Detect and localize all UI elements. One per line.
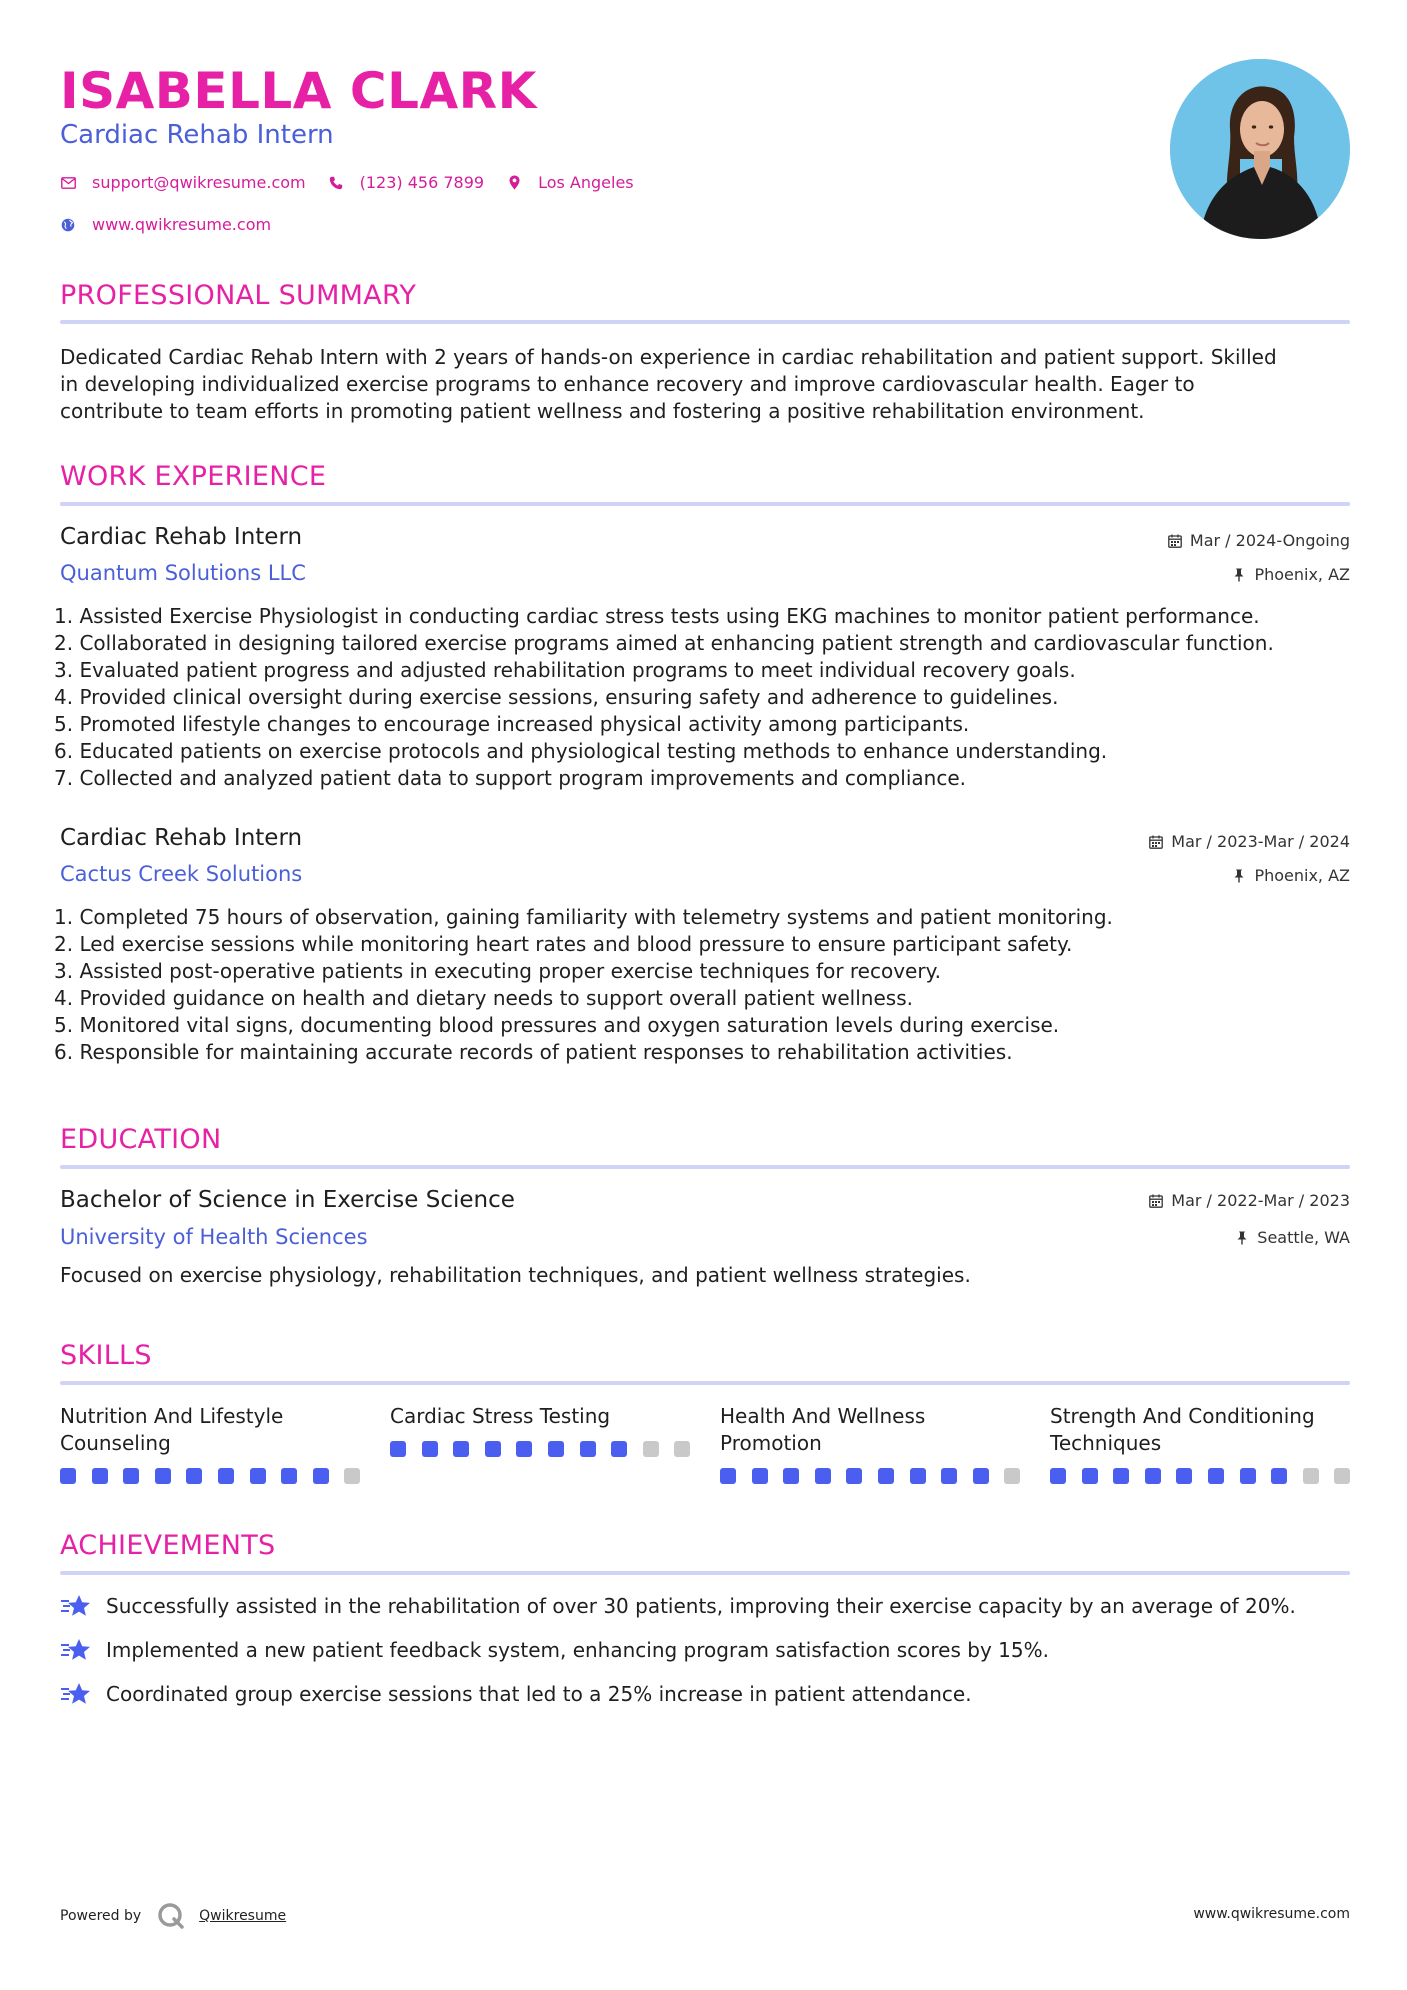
calendar-icon: [1168, 534, 1182, 548]
pushpin-icon: [1232, 869, 1246, 883]
rating-dot-filled: [1208, 1468, 1224, 1484]
calendar-icon: [1149, 1194, 1163, 1208]
achievement-item: [60, 1592, 1296, 1620]
rating-dot-filled: [611, 1441, 627, 1457]
job-responsibilities: [54, 904, 1354, 1066]
rating-dot-empty: [344, 1468, 360, 1484]
achievement-text: Implemented a new patient feedback system, enhancing program satisfaction scores by 15%.: [106, 1638, 1049, 1662]
job-company: Quantum Solutions LLC: [60, 561, 306, 585]
list-item: 4. Provided guidance on health and dietary needs to support overall patient wellness.: [54, 986, 913, 1010]
star-badge-icon: [60, 1592, 92, 1620]
calendar-icon: [1149, 835, 1163, 849]
skill-name: [60, 1403, 360, 1457]
list-item: 6. Educated patients on exercise protocols and physiological testing methods to enhance understanding.: [54, 739, 1108, 763]
star-badge-icon: [60, 1636, 92, 1664]
list-item: 2. Led exercise sessions while monitoring heart rates and blood pressure to ensure participant safety.: [54, 932, 1073, 956]
rating-dot-filled: [123, 1468, 139, 1484]
job-title: Cardiac Rehab Intern: [60, 524, 303, 550]
rating-dot-filled: [155, 1468, 171, 1484]
list-item: 3. Evaluated patient progress and adjusted rehabilitation programs to meet individual recovery goals.: [54, 658, 1076, 682]
contact-phone[interactable]: [328, 173, 484, 192]
rating-dot-filled: [390, 1441, 406, 1457]
rating-dot-filled: [783, 1468, 799, 1484]
rating-dot-filled: [720, 1468, 736, 1484]
skill-name-line: Counseling: [60, 1431, 171, 1455]
email-text: support@qwikresume.com: [92, 173, 306, 192]
rating-dot-filled: [1176, 1468, 1192, 1484]
rating-dot-filled: [878, 1468, 894, 1484]
profile-photo: [1170, 59, 1350, 239]
rating-dot-filled: [815, 1468, 831, 1484]
job-dates-text: Mar / 2024-Ongoing: [1189, 531, 1350, 550]
skill-rating: [60, 1468, 376, 1484]
rating-dot-filled: [1113, 1468, 1129, 1484]
achievements-heading: ACHIEVEMENTS: [60, 1530, 276, 1561]
rating-dot-filled: [1271, 1468, 1287, 1484]
summary-divider: [60, 320, 1350, 324]
rating-dot-filled: [92, 1468, 108, 1484]
footer-website[interactable]: www.qwikresume.com: [1193, 1906, 1350, 1922]
pushpin-icon: [1235, 1231, 1249, 1245]
list-item: 6. Responsible for maintaining accurate records of patient responses to rehabilitation activities.: [54, 1040, 1013, 1064]
job-dates: [1168, 531, 1350, 550]
rating-dot-filled: [453, 1441, 469, 1457]
job-dates-text: Mar / 2023-Mar / 2024: [1171, 832, 1350, 851]
job-location-text: Phoenix, AZ: [1254, 866, 1350, 885]
rating-dot-filled: [752, 1468, 768, 1484]
skill-item: [720, 1403, 1020, 1457]
skill-name-line: Techniques: [1050, 1431, 1162, 1455]
skill-item: [1050, 1403, 1350, 1457]
skill-name-line: Cardiac Stress Testing: [390, 1404, 611, 1428]
rating-dot-empty: [643, 1441, 659, 1457]
summary-line: in developing individualized exercise programs to enhance recovery and improve cardiovascular health. Eager to: [60, 372, 1195, 396]
rating-dot-filled: [973, 1468, 989, 1484]
pushpin-icon: [1232, 568, 1246, 582]
education-description: Focused on exercise physiology, rehabilitation techniques, and patient wellness strategies.: [60, 1263, 971, 1287]
brand-link[interactable]: Qwikresume: [199, 1908, 287, 1924]
skill-name-line: Health And Wellness: [720, 1404, 926, 1428]
rating-dot-filled: [516, 1441, 532, 1457]
rating-dot-empty: [674, 1441, 690, 1457]
achievement-item: [60, 1680, 972, 1708]
education-divider: [60, 1165, 1350, 1169]
rating-dot-filled: [1145, 1468, 1161, 1484]
map-pin-icon: [506, 175, 522, 191]
job-company: Cactus Creek Solutions: [60, 862, 303, 886]
location-text: Los Angeles: [538, 173, 634, 192]
achievements-divider: [60, 1571, 1350, 1575]
skill-name-line: Nutrition And Lifestyle: [60, 1404, 284, 1428]
skill-rating: [390, 1441, 706, 1457]
job-title: Cardiac Rehab Intern: [60, 825, 303, 851]
qwikresume-logo-icon: [157, 1902, 185, 1930]
candidate-name: ISABELLA CLARK: [60, 62, 537, 120]
rating-dot-filled: [941, 1468, 957, 1484]
skill-item: [60, 1403, 360, 1457]
list-item: 5. Promoted lifestyle changes to encourage increased physical activity among participants.: [54, 712, 970, 736]
rating-dot-filled: [60, 1468, 76, 1484]
contact-row-secondary: [60, 215, 293, 234]
skill-name-line: Strength And Conditioning: [1050, 1404, 1315, 1428]
contact-location: [506, 173, 634, 192]
portrait-illustration: [1170, 59, 1350, 239]
rating-dot-filled: [1050, 1468, 1066, 1484]
skill-item: [390, 1403, 690, 1430]
rating-dot-filled: [281, 1468, 297, 1484]
list-item: 7. Collected and analyzed patient data to support program improvements and compliance.: [54, 766, 966, 790]
degree-title: Bachelor of Science in Exercise Science: [60, 1187, 515, 1213]
rating-dot-filled: [910, 1468, 926, 1484]
skill-name-line: Promotion: [720, 1431, 822, 1455]
job-location: [1232, 866, 1350, 885]
powered-by-label: Powered by: [60, 1908, 142, 1924]
achievement-text: Successfully assisted in the rehabilitation of over 30 patients, improving their exercise capacity by an average of 20%.: [106, 1594, 1296, 1618]
resume-page: [54, 0, 1350, 1990]
rating-dot-filled: [846, 1468, 862, 1484]
achievement-item: [60, 1636, 1049, 1664]
rating-dot-filled: [218, 1468, 234, 1484]
mail-icon: [60, 175, 76, 191]
list-item: 2. Collaborated in designing tailored exercise programs aimed at enhancing patient strength and cardiovascular function.: [54, 631, 1274, 655]
skill-rating: [1050, 1468, 1366, 1484]
candidate-role: Cardiac Rehab Intern: [60, 120, 334, 150]
education-heading: EDUCATION: [60, 1124, 222, 1155]
skills-heading: SKILLS: [60, 1340, 152, 1371]
rating-dot-filled: [1082, 1468, 1098, 1484]
summary-text: [60, 344, 1350, 425]
star-badge-icon: [60, 1680, 92, 1708]
skill-name: [1050, 1403, 1350, 1457]
phone-icon: [328, 175, 344, 191]
education-dates: [1149, 1191, 1350, 1210]
job-dates: [1149, 832, 1350, 851]
rating-dot-filled: [186, 1468, 202, 1484]
rating-dot-filled: [485, 1441, 501, 1457]
rating-dot-filled: [422, 1441, 438, 1457]
rating-dot-empty: [1303, 1468, 1319, 1484]
school-name: University of Health Sciences: [60, 1225, 368, 1249]
skill-name: [720, 1403, 1020, 1457]
rating-dot-empty: [1334, 1468, 1350, 1484]
education-location: [1235, 1228, 1350, 1247]
rating-dot-filled: [548, 1441, 564, 1457]
job-location: [1232, 565, 1350, 584]
summary-heading: PROFESSIONAL SUMMARY: [60, 280, 417, 311]
list-item: 4. Provided clinical oversight during exercise sessions, ensuring safety and adherence to guidelines.: [54, 685, 1059, 709]
skill-name: [390, 1403, 690, 1430]
summary-line: contribute to team efforts in promoting patient wellness and fostering a positive rehabilitation environment.: [60, 399, 1145, 423]
list-item: 5. Monitored vital signs, documenting blood pressures and oxygen saturation levels during exercise.: [54, 1013, 1060, 1037]
experience-divider: [60, 502, 1350, 506]
list-item: 1. Completed 75 hours of observation, gaining familiarity with telemetry systems and patient monitoring.: [54, 905, 1113, 929]
website-text: www.qwikresume.com: [92, 215, 272, 234]
summary-line: Dedicated Cardiac Rehab Intern with 2 years of hands-on experience in cardiac rehabilitation and patient support. Skilled: [60, 345, 1277, 369]
education-location-text: Seattle, WA: [1257, 1228, 1350, 1247]
contact-row-primary: [60, 173, 656, 192]
rating-dot-filled: [1240, 1468, 1256, 1484]
skills-divider: [60, 1381, 1350, 1385]
list-item: 1. Assisted Exercise Physiologist in conducting cardiac stress tests using EKG machines to monitor patient performance.: [54, 604, 1260, 628]
job-location-text: Phoenix, AZ: [1254, 565, 1350, 584]
globe-icon: [60, 217, 76, 233]
footer-powered-by: [60, 1902, 286, 1930]
contact-website[interactable]: [60, 215, 271, 234]
rating-dot-filled: [313, 1468, 329, 1484]
rating-dot-filled: [580, 1441, 596, 1457]
job-responsibilities: [54, 603, 1354, 792]
phone-text: (123) 456 7899: [359, 173, 485, 192]
list-item: 3. Assisted post-operative patients in executing proper exercise techniques for recovery.: [54, 959, 941, 983]
achievement-text: Coordinated group exercise sessions that led to a 25% increase in patient attendance.: [106, 1682, 972, 1706]
rating-dot-filled: [250, 1468, 266, 1484]
education-dates-text: Mar / 2022-Mar / 2023: [1171, 1191, 1350, 1210]
skill-rating: [720, 1468, 1036, 1484]
contact-email[interactable]: [60, 173, 306, 192]
rating-dot-empty: [1004, 1468, 1020, 1484]
experience-heading: WORK EXPERIENCE: [60, 461, 327, 492]
